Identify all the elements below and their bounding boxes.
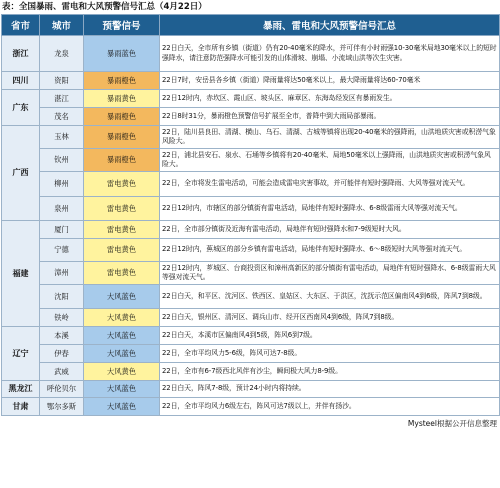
province-cell: 辽宁 [2, 327, 40, 381]
table-row [2, 363, 500, 381]
table-row [2, 149, 500, 172]
table-row [2, 197, 500, 221]
city-cell: 柳州 [40, 172, 84, 197]
signal-cell: 暴雨蓝色 [84, 36, 160, 72]
city-cell: 玉林 [40, 126, 84, 149]
signal-cell: 雷电黄色 [84, 221, 160, 239]
province-cell: 甘肃 [2, 398, 40, 416]
province-cell: 四川 [2, 72, 40, 90]
signal-cell: 雷电黄色 [84, 262, 160, 285]
summary-cell: 22日白天，本溪市区偏南风4到5级，阵风6到7级。 [160, 327, 500, 345]
summary-cell: 22日白天，阵风7-8级，预计24小时内将持续。 [160, 381, 500, 398]
header-signal: 预警信号 [84, 15, 160, 36]
signal-cell: 雷电黄色 [84, 197, 160, 221]
signal-cell: 大风蓝色 [84, 285, 160, 309]
city-cell: 宁德 [40, 239, 84, 262]
header-province: 省市 [2, 15, 40, 36]
signal-cell: 大风蓝色 [84, 381, 160, 398]
city-cell: 钦州 [40, 149, 84, 172]
signal-cell: 暴雨黄色 [84, 90, 160, 108]
signal-cell: 雷电黄色 [84, 239, 160, 262]
summary-cell: 22日8时31分，暴雨橙色预警信号扩展至全市，普降中到大雨局部暴雨。 [160, 108, 500, 126]
city-cell: 茂名 [40, 108, 84, 126]
province-cell: 浙江 [2, 36, 40, 72]
table-row [2, 36, 500, 72]
signal-cell: 暴雨橙色 [84, 72, 160, 90]
summary-cell: 22日白天，全市所有乡镇（街道）仍有20-40毫米的降水，并可伴有小时雨强10-30毫米局地30毫米以上的短时强降水，请注意防范强降水可能引发的山体滑坡、崩塌、小流域山洪等次生灾害。 [160, 36, 500, 72]
table-row [2, 90, 500, 108]
province-cell: 广西 [2, 126, 40, 221]
city-cell: 厦门 [40, 221, 84, 239]
city-cell: 铁岭 [40, 309, 84, 327]
city-cell: 鄂尔多斯 [40, 398, 84, 416]
summary-cell: 22日，全市部分镇街及近海有雷电活动，局地伴有短时强降水和7-9级短时大风。 [160, 221, 500, 239]
table-row [2, 398, 500, 416]
city-cell: 沈阳 [40, 285, 84, 309]
table-row [2, 381, 500, 398]
summary-cell: 22日7时，安岳县各乡镇（街道）降雨量将达50毫米以上，最大降雨量将达60-70毫米 [160, 72, 500, 90]
city-cell: 伊春 [40, 345, 84, 363]
summary-cell: 22日，全市有6-7级西北风伴有沙尘，瞬间极大风力8-9级。 [160, 363, 500, 381]
city-cell: 本溪 [40, 327, 84, 345]
summary-cell: 22日白天，和平区、沈河区、铁西区、皇姑区、大东区、于洪区，沈抚示范区偏南风4到6级，阵风7到8级。 [160, 285, 500, 309]
city-cell: 武威 [40, 363, 84, 381]
city-cell: 资阳 [40, 72, 84, 90]
source-footer: Mysteel根据公开信息整理 [407, 419, 497, 428]
city-cell: 呼伦贝尔 [40, 381, 84, 398]
signal-cell: 大风蓝色 [84, 327, 160, 345]
city-cell: 龙泉 [40, 36, 84, 72]
province-cell: 广东 [2, 90, 40, 126]
signal-cell: 暴雨橙色 [84, 149, 160, 172]
table-row [2, 285, 500, 309]
table-row [2, 262, 500, 285]
summary-cell: 22日，陆川县良田、清湖、横山、乌石、清湖、古城等镇将出现20-40毫米的强降雨，山洪地质灾害或积涝气象风险大。 [160, 126, 500, 149]
signal-cell: 暴雨橙色 [84, 108, 160, 126]
table-header-row [2, 15, 500, 36]
header-city: 城市 [40, 15, 84, 36]
summary-cell: 22日12时内，赤坎区、霞山区、坡头区、麻章区、东海岛经发区有暴雨发生。 [160, 90, 500, 108]
summary-cell: 22日12时内，市辖区的部分镇街有雷电活动，局地伴有短时强降水、6-8级雷雨大风等强对流天气。 [160, 197, 500, 221]
table-row [2, 309, 500, 327]
table-row [2, 126, 500, 149]
city-cell: 漳州 [40, 262, 84, 285]
city-cell: 湛江 [40, 90, 84, 108]
signal-cell: 暴雨橙色 [84, 126, 160, 149]
table-row [2, 327, 500, 345]
table-row [2, 172, 500, 197]
signal-cell: 雷电黄色 [84, 172, 160, 197]
summary-cell: 22日12时内，芗城区、台商投资区和漳州高新区的部分镇街有雷电活动，局地伴有短时强降水、6-8级雷雨大风等强对流天气。 [160, 262, 500, 285]
province-cell: 福建 [2, 221, 40, 327]
table-body [2, 36, 500, 416]
summary-cell: 22日，浦北县安石、泉水、石埇等乡镇将有20-40毫米、局地50毫米以上强降雨，山洪地质灾害或积涝气象风险大。 [160, 149, 500, 172]
table-row [2, 108, 500, 126]
table-row [2, 345, 500, 363]
warning-signal-table [1, 14, 500, 416]
summary-cell: 22日白天，银州区、清河区、调兵山市、经开区西南风4到6级，阵风7到8级。 [160, 309, 500, 327]
signal-cell: 大风蓝色 [84, 345, 160, 363]
signal-cell: 大风黄色 [84, 309, 160, 327]
table-row [2, 72, 500, 90]
summary-cell: 22日，全市平均风力6级左右，阵风可达7级以上，并伴有扬沙。 [160, 398, 500, 416]
signal-cell: 大风黄色 [84, 363, 160, 381]
header-summary: 暴雨、雷电和大风预警信号汇总 [160, 15, 500, 36]
summary-cell: 22日12时内，蕉城区的部分乡镇有雷电活动，局地伴有短时强降水、6～8级短时大风等强对流天气。 [160, 239, 500, 262]
city-cell: 泉州 [40, 197, 84, 221]
signal-cell: 大风蓝色 [84, 398, 160, 416]
table-row [2, 239, 500, 262]
table-caption: 表：全国暴雨、雷电和大风预警信号汇总（4月22日） [2, 2, 207, 12]
summary-cell: 22日，全市平均风力5-6级，阵风可达7-8级。 [160, 345, 500, 363]
table-row [2, 221, 500, 239]
province-cell: 黑龙江 [2, 381, 40, 398]
summary-cell: 22日，全市将发生雷电活动，可能会造成雷电灾害事故，并可能伴有短时强降雨、大风等强对流天气。 [160, 172, 500, 197]
